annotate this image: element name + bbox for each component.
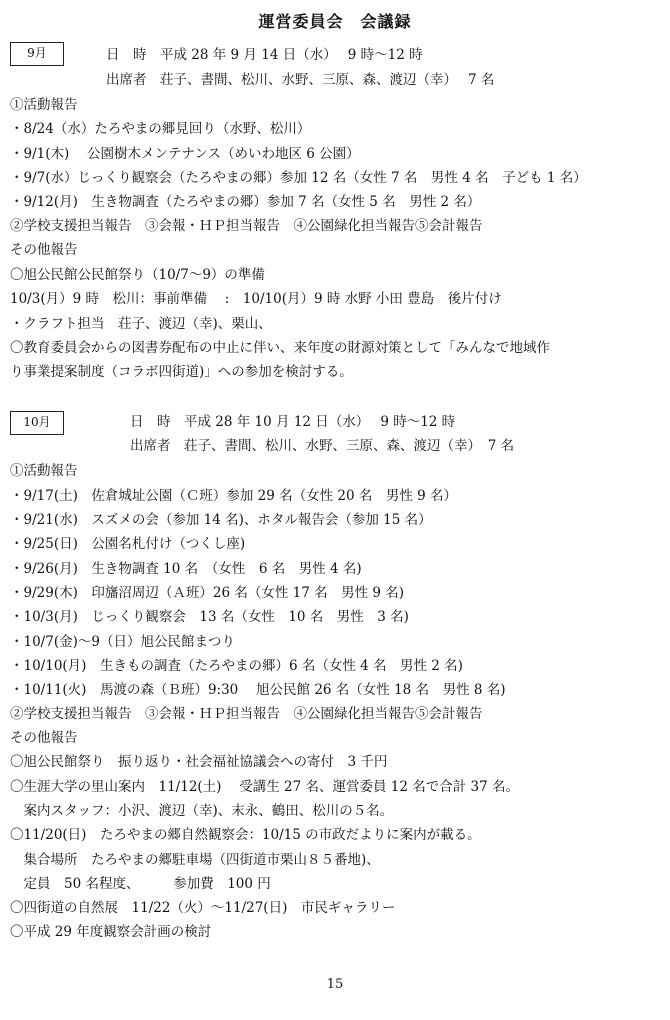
oct-line: その他報告 (10, 730, 78, 746)
oct-line: ・10/10(月) 生きもの調査（たろやまの郷）6 名（女性 4 名 男性 2 名) (10, 658, 463, 674)
oct-line: ・10/7(金)〜9（日）旭公民館まつり (10, 634, 235, 650)
oct-line: ・9/17(土) 佐倉城址公園（Ｃ班）参加 29 名（女性 20 名 男性 9 名） (10, 488, 458, 504)
oct-line: 〇平成 29 年度観察会計画の検討 (10, 924, 212, 940)
oct-line: ①活動報告 (10, 463, 78, 479)
oct-line: 〇四街道の自然展 11/22（火）〜11/27(日) 市民ギャラリー (10, 900, 396, 916)
sep-line: ・9/7(水）じっくり観察会（たろやまの郷）参加 12 名（女性 7 名 男性 4 名 子ども 1 名） (10, 170, 587, 186)
sep-line: 10/3(月）9 時 松川：事前準備 : 10/10(月）9 時 水野 小田 豊島 後片付け (10, 291, 502, 307)
sep-line: ・9/1(木) 公園樹木メンテナンス（めいわ地区 6 公園） (10, 146, 360, 162)
page-number: 15 (326, 977, 344, 992)
oct-line: 〇旭公民館祭り 振り返り・社会福祉協議会への寄付 3 千円 (10, 754, 388, 770)
oct-line: ・9/25(日) 公園名札付け（つくし座) (10, 536, 246, 552)
oct-line: 案内スタッフ：小沢、渡辺（幸)、末永、鶴田、松川の５名。 (10, 803, 394, 819)
sep-line: ①活動報告 (10, 97, 78, 113)
oct-line: ・10/3(月) じっくり観察会 13 名（女性 10 名 男性 3 名) (10, 609, 409, 625)
oct-line: ・9/29(木) 印旛沼周辺（Ａ班）26 名（女性 17 名 男性 9 名) (10, 585, 405, 601)
oct-line: 集合場所 たろやまの郷駐車場（四街道市栗山８５番地)、 (10, 852, 380, 868)
oct-line: ・9/26(月) 生き物調査 10 名 （女性 6 名 男性 4 名) (10, 561, 362, 577)
sep-line: ・9/12(月) 生き物調査（たろやまの郷）参加 7 名（女性 5 名 男性 2 名） (10, 194, 481, 210)
oct-line: ・9/21(水) スズメの会（参加 14 名)、ホタル報告会（参加 15 名） (10, 512, 432, 528)
oct-attendees-line: 出席者 荘子、書間、松川、水野、三原、森、渡辺（幸） 7 名 (130, 438, 515, 454)
sep-line: ・クラフト担当 荘子、渡辺（幸)、栗山、 (10, 316, 272, 332)
month-label-oct: 10月 (10, 411, 64, 435)
sep-date-line: 日 時 平成 28 年 9 月 14 日（水） 9 時〜12 時 (106, 47, 423, 63)
oct-line: 定員 50 名程度、 参加費 100 円 (10, 876, 271, 892)
page-title: 運営委員会 会議録 (258, 12, 412, 31)
sep-line: 〇旭公民館公民館祭り（10/7〜9）の準備 (10, 267, 265, 283)
month-label-sep: 9月 (10, 42, 64, 66)
sep-attendees-line: 出席者 荘子、書間、松川、水野、三原、森、渡辺（幸） 7 名 (106, 72, 495, 88)
oct-date-line: 日 時 平成 28 年 10 月 12 日（水） 9 時〜12 時 (130, 414, 456, 430)
oct-line: 〇11/20(日) たろやまの郷自然観察会：10/15 の市政だよりに案内が載る。 (10, 827, 481, 843)
sep-line: 〇教育委員会からの図書券配布の中止に伴い、来年度の財源対策として「みんなで地域作 (10, 340, 550, 356)
oct-line: ②学校支援担当報告 ③会報・ＨＰ担当報告 ④公園緑化担当報告⑤会計報告 (10, 706, 483, 722)
sep-line: その他報告 (10, 242, 78, 258)
sep-line: り事業提案制度（コラボ四街道)」への参加を検討する。 (10, 364, 353, 380)
sep-line: ・8/24（水）たろやまの郷見回り（水野、松川） (10, 121, 311, 137)
sep-line: ②学校支援担当報告 ③会報・ＨＰ担当報告 ④公園緑化担当報告⑤会計報告 (10, 218, 483, 234)
oct-line: 〇生涯大学の里山案内 11/12(土) 受講生 27 名、運営委員 12 名で合計 37 名。 (10, 779, 520, 795)
oct-line: ・10/11(火) 馬渡の森（Ｂ班）9:30 旭公民館 26 名（女性 18 名 男性 8 名) (10, 682, 506, 698)
